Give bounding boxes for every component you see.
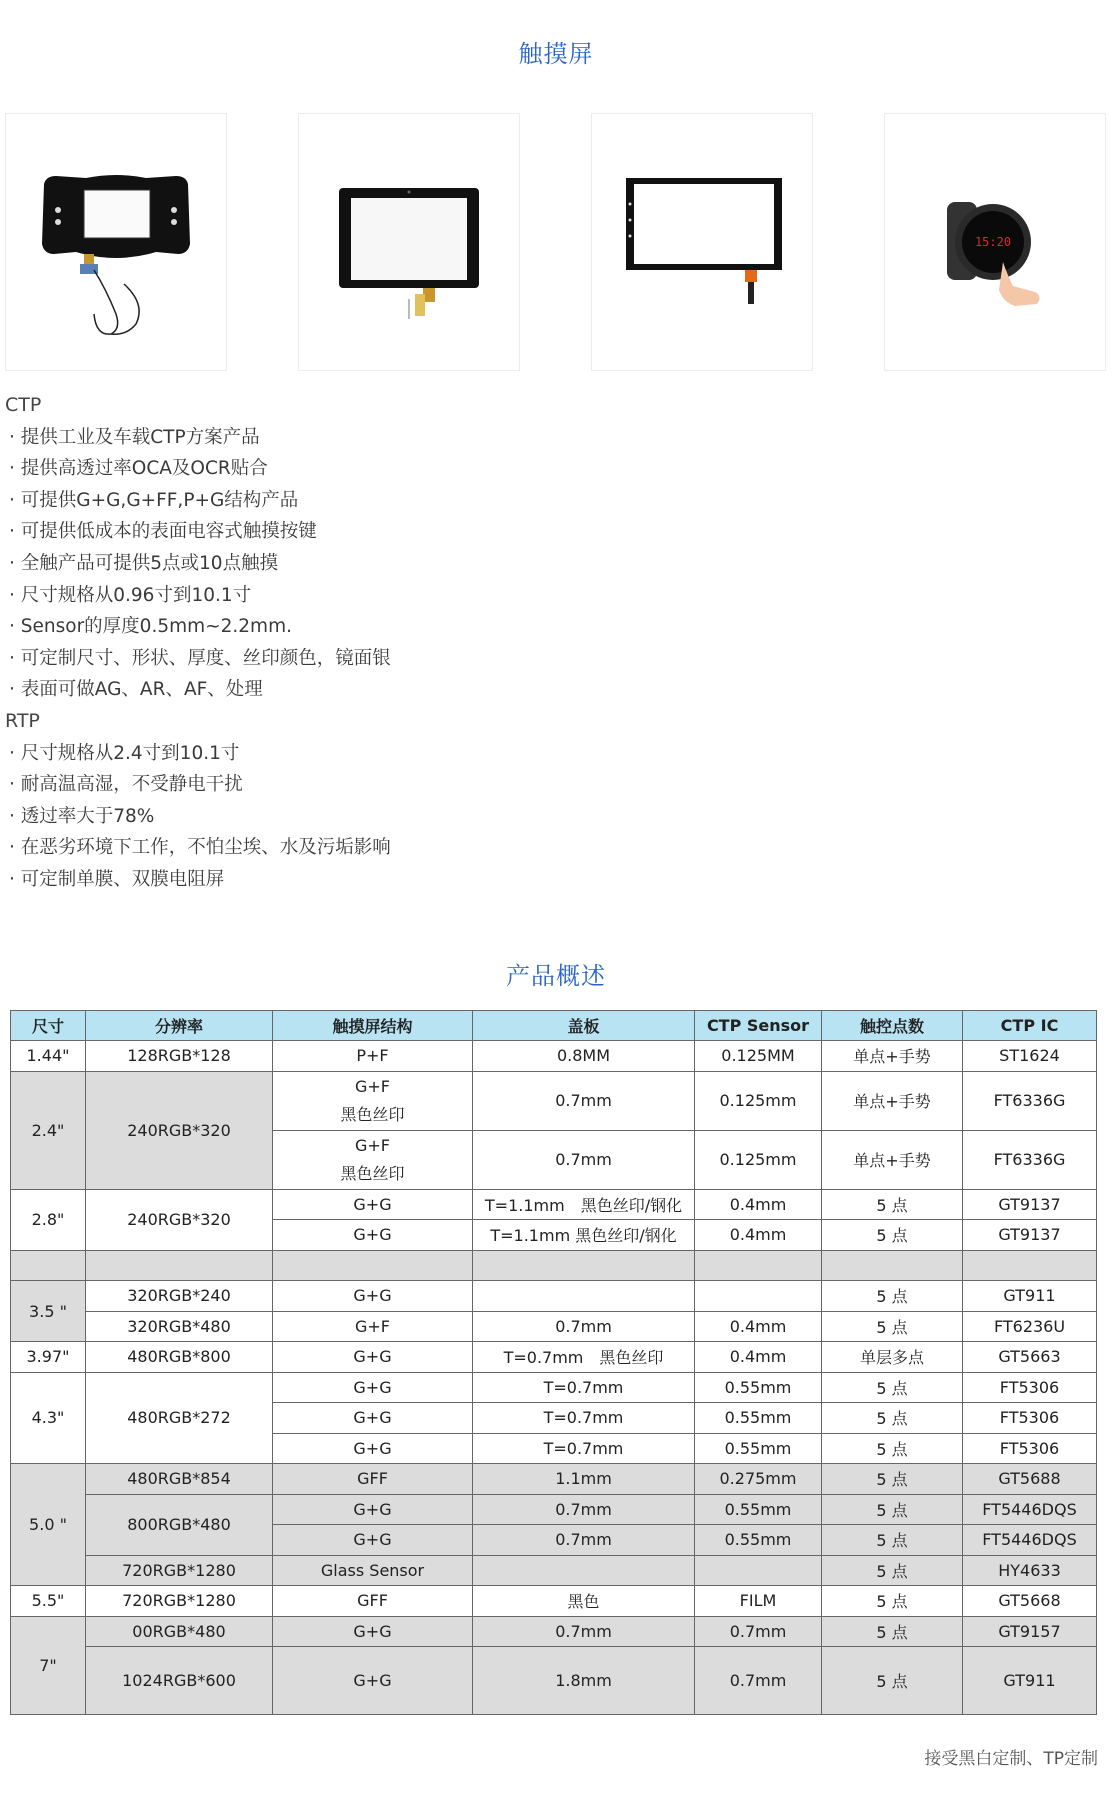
col-header: 尺寸 xyxy=(11,1011,86,1041)
cell-cover: T=0.7mm xyxy=(473,1403,695,1434)
ctp-feature: · 提供工业及车载CTP方案产品 xyxy=(9,426,260,448)
cell-points: 单点+手势 xyxy=(822,1130,963,1189)
cell-ic: FT5446DQS xyxy=(963,1525,1097,1556)
cell-structure: G+G xyxy=(273,1616,473,1647)
cell-points: 单点+手势 xyxy=(822,1041,963,1072)
structure-line: 黑色丝印 xyxy=(340,1104,405,1124)
cell-points: 5 点 xyxy=(822,1464,963,1495)
cell-points: 5 点 xyxy=(822,1494,963,1525)
svg-text:15:20: 15:20 xyxy=(974,235,1012,249)
cell-sensor: 0.7mm xyxy=(695,1616,822,1647)
spec-table xyxy=(10,1010,1097,1715)
ctp-heading: CTP xyxy=(5,394,42,416)
cell-points: 5 点 xyxy=(822,1555,963,1586)
rtp-feature: · 可定制单膜、双膜电阻屏 xyxy=(9,868,225,890)
customization-note: 接受黑白定制、TP定制 xyxy=(924,1749,1098,1769)
cell-points: 5 点 xyxy=(822,1647,963,1715)
feature-list xyxy=(5,390,605,896)
cell-sensor: 0.125mm xyxy=(695,1130,822,1189)
table-row xyxy=(11,1647,1097,1715)
cell-structure: G+G xyxy=(273,1372,473,1403)
cell-resolution: 1024RGB*600 xyxy=(86,1647,273,1715)
cell-cover: 0.7mm xyxy=(473,1525,695,1556)
rtp-feature: · 耐高温高湿，不受静电干扰 xyxy=(9,774,243,796)
structure-line: 黑色丝印 xyxy=(340,1163,405,1183)
rtp-feature: · 在恶劣环境下工作，不怕尘埃、水及污垢影响 xyxy=(9,837,391,859)
cell-structure: GFF xyxy=(273,1464,473,1495)
cell-sensor: 0.55mm xyxy=(695,1525,822,1556)
cell-ic: GT9137 xyxy=(963,1220,1097,1251)
cell-ic: GT9157 xyxy=(963,1616,1097,1647)
cell-size: 4.3" xyxy=(11,1372,86,1464)
rtp-heading: RTP xyxy=(5,709,40,732)
cell-sensor: 0.4mm xyxy=(695,1311,822,1342)
cell-structure: G+G xyxy=(273,1647,473,1715)
cell-structure: G+G xyxy=(273,1281,473,1312)
cell-ic: GT5668 xyxy=(963,1586,1097,1617)
section-title-overview: 产品概述 xyxy=(506,962,606,990)
cell-empty xyxy=(11,1250,86,1281)
cell-points: 5 点 xyxy=(822,1586,963,1617)
col-header: 分辨率 xyxy=(86,1011,273,1041)
cell-size: 3.5 " xyxy=(11,1281,86,1342)
cell-cover: 0.7mm xyxy=(473,1616,695,1647)
product-card-2[interactable] xyxy=(298,113,520,371)
col-header: CTP IC xyxy=(963,1011,1097,1041)
cell-sensor: 0.4mm xyxy=(695,1220,822,1251)
cell-cover xyxy=(473,1281,695,1312)
cell-structure: G+G xyxy=(273,1189,473,1220)
table-row xyxy=(11,1342,1097,1373)
product-card-4[interactable] xyxy=(884,113,1106,371)
cell-sensor: 0.7mm xyxy=(695,1647,822,1715)
cell-empty xyxy=(473,1250,695,1281)
cell-empty xyxy=(273,1250,473,1281)
cell-cover: 0.7mm xyxy=(473,1071,695,1130)
cell-cover: T=0.7mm 黑色丝印 xyxy=(473,1342,695,1373)
cell-points: 5 点 xyxy=(822,1372,963,1403)
cell-sensor: 0.275mm xyxy=(695,1464,822,1495)
cell-cover: 0.7mm xyxy=(473,1311,695,1342)
col-header: 盖板 xyxy=(473,1011,695,1041)
cell-size: 5.0 " xyxy=(11,1464,86,1586)
ctp-feature: · 可定制尺寸、形状、厚度、丝印颜色，镜面银 xyxy=(9,647,391,669)
table-row xyxy=(11,1071,1097,1130)
cell-cover: 1.8mm xyxy=(473,1647,695,1715)
table-row xyxy=(11,1464,1097,1495)
cell-resolution: 800RGB*480 xyxy=(86,1494,273,1555)
cell-cover: 黑色 xyxy=(473,1586,695,1617)
cell-points: 5 点 xyxy=(822,1189,963,1220)
cell-ic: FT5306 xyxy=(963,1403,1097,1434)
cell-resolution: 240RGB*320 xyxy=(86,1189,273,1250)
table-row xyxy=(11,1616,1097,1647)
cell-resolution: 480RGB*800 xyxy=(86,1342,273,1373)
cell-ic: FT5446DQS xyxy=(963,1494,1097,1525)
cell-cover xyxy=(473,1555,695,1586)
table-row xyxy=(11,1494,1097,1525)
table-header-row xyxy=(11,1011,1097,1041)
cell-points: 单层多点 xyxy=(822,1342,963,1373)
cell-ic: HY4633 xyxy=(963,1555,1097,1586)
cell-size: 2.4" xyxy=(11,1071,86,1189)
cell-ic: GT9137 xyxy=(963,1189,1097,1220)
cell-ic: FT5306 xyxy=(963,1433,1097,1464)
cell-cover: 0.7mm xyxy=(473,1494,695,1525)
automotive-ctp-panel-icon xyxy=(6,114,226,370)
cell-points: 5 点 xyxy=(822,1281,963,1312)
cell-ic: GT5663 xyxy=(963,1342,1097,1373)
cell-cover: T=1.1mm 黑色丝印/钢化 xyxy=(473,1189,695,1220)
cell-points: 5 点 xyxy=(822,1525,963,1556)
table-row xyxy=(11,1372,1097,1403)
cell-resolution: 720RGB*1280 xyxy=(86,1555,273,1586)
cell-resolution: 320RGB*480 xyxy=(86,1311,273,1342)
cell-structure: G+F xyxy=(273,1311,473,1342)
cell-empty xyxy=(963,1250,1097,1281)
square-ctp-panel-icon xyxy=(299,114,519,370)
table-row xyxy=(11,1555,1097,1586)
cell-sensor: 0.55mm xyxy=(695,1372,822,1403)
cell-points: 5 点 xyxy=(822,1220,963,1251)
cell-sensor: 0.125MM xyxy=(695,1041,822,1072)
cell-cover: 0.7mm xyxy=(473,1130,695,1189)
cell-resolution: 320RGB*240 xyxy=(86,1281,273,1312)
cell-resolution: 480RGB*272 xyxy=(86,1372,273,1464)
cell-structure xyxy=(273,1071,473,1130)
cell-empty xyxy=(86,1250,273,1281)
cell-sensor: 0.125mm xyxy=(695,1071,822,1130)
cell-ic: FT6336G xyxy=(963,1071,1097,1130)
ctp-feature: · 尺寸规格从0.96寸到10.1寸 xyxy=(9,584,252,606)
cell-structure: G+G xyxy=(273,1220,473,1251)
cell-sensor: 0.4mm xyxy=(695,1189,822,1220)
cell-structure: P+F xyxy=(273,1041,473,1072)
table-row-empty xyxy=(11,1250,1097,1281)
cell-points: 5 点 xyxy=(822,1311,963,1342)
cell-resolution: 240RGB*320 xyxy=(86,1071,273,1189)
rtp-feature: · 尺寸规格从2.4寸到10.1寸 xyxy=(9,742,240,764)
product-image-row xyxy=(5,113,1107,371)
cell-resolution: 480RGB*854 xyxy=(86,1464,273,1495)
product-card-3[interactable] xyxy=(591,113,813,371)
cell-cover: T=0.7mm xyxy=(473,1433,695,1464)
col-header: 触摸屏结构 xyxy=(273,1011,473,1041)
cell-structure xyxy=(273,1130,473,1189)
ctp-feature: · 可提供低成本的表面电容式触摸按键 xyxy=(9,521,317,543)
structure-line: G+F xyxy=(354,1135,390,1155)
cell-sensor: 0.55mm xyxy=(695,1433,822,1464)
cell-ic: ST1624 xyxy=(963,1041,1097,1072)
table-row xyxy=(11,1041,1097,1072)
structure-line: G+F xyxy=(354,1076,390,1096)
cell-structure: GFF xyxy=(273,1586,473,1617)
col-header: CTP Sensor xyxy=(695,1011,822,1041)
ctp-feature: · 可提供G+G,G+FF,P+G结构产品 xyxy=(9,489,299,511)
cell-empty xyxy=(822,1250,963,1281)
cell-resolution: 720RGB*1280 xyxy=(86,1586,273,1617)
cell-sensor: 0.55mm xyxy=(695,1403,822,1434)
cell-ic: FT5306 xyxy=(963,1372,1097,1403)
ctp-feature: · 全触产品可提供5点或10点触摸 xyxy=(9,552,279,574)
cell-structure: G+G xyxy=(273,1342,473,1373)
cell-points: 5 点 xyxy=(822,1616,963,1647)
cell-structure: G+G xyxy=(273,1403,473,1434)
cell-size: 2.8" xyxy=(11,1189,86,1250)
cell-sensor: 0.4mm xyxy=(695,1342,822,1373)
cell-empty xyxy=(695,1250,822,1281)
cell-sensor xyxy=(695,1281,822,1312)
cell-size: 1.44" xyxy=(11,1041,86,1072)
cell-ic: GT911 xyxy=(963,1281,1097,1312)
cell-ic: FT6236U xyxy=(963,1311,1097,1342)
table-row xyxy=(11,1586,1097,1617)
table-row xyxy=(11,1281,1097,1312)
cell-cover: 0.8MM xyxy=(473,1041,695,1072)
cell-ic: GT5688 xyxy=(963,1464,1097,1495)
rtp-feature: · 透过率大于78% xyxy=(9,805,155,827)
table-row xyxy=(11,1311,1097,1342)
cell-sensor xyxy=(695,1555,822,1586)
wide-ctp-panel-icon xyxy=(592,114,812,370)
section-title-touch: 触摸屏 xyxy=(518,40,594,68)
cell-points: 5 点 xyxy=(822,1433,963,1464)
smartwatch-touch-icon xyxy=(885,114,1105,370)
ctp-feature: · 提供高透过率OCA及OCR贴合 xyxy=(9,458,268,480)
cell-structure: G+G xyxy=(273,1433,473,1464)
cell-ic: GT911 xyxy=(963,1647,1097,1715)
cell-ic: FT6336G xyxy=(963,1130,1097,1189)
cell-points: 5 点 xyxy=(822,1403,963,1434)
product-card-1[interactable] xyxy=(5,113,227,371)
col-header: 触控点数 xyxy=(822,1011,963,1041)
cell-cover: T=0.7mm xyxy=(473,1372,695,1403)
cell-cover: T=1.1mm 黑色丝印/钢化 xyxy=(473,1220,695,1251)
cell-sensor: 0.55mm xyxy=(695,1494,822,1525)
cell-size: 3.97" xyxy=(11,1342,86,1373)
cell-structure: Glass Sensor xyxy=(273,1555,473,1586)
ctp-feature: · Sensor的厚度0.5mm~2.2mm. xyxy=(9,616,292,638)
cell-sensor: FILM xyxy=(695,1586,822,1617)
cell-points: 单点+手势 xyxy=(822,1071,963,1130)
cell-structure: G+G xyxy=(273,1494,473,1525)
ctp-feature: · 表面可做AG、AR、AF、处理 xyxy=(9,679,263,701)
cell-resolution: 128RGB*128 xyxy=(86,1041,273,1072)
cell-size: 5.5" xyxy=(11,1586,86,1617)
cell-structure: G+G xyxy=(273,1525,473,1556)
table-row xyxy=(11,1189,1097,1220)
cell-size: 7" xyxy=(11,1616,86,1715)
cell-cover: 1.1mm xyxy=(473,1464,695,1495)
cell-resolution: 00RGB*480 xyxy=(86,1616,273,1647)
